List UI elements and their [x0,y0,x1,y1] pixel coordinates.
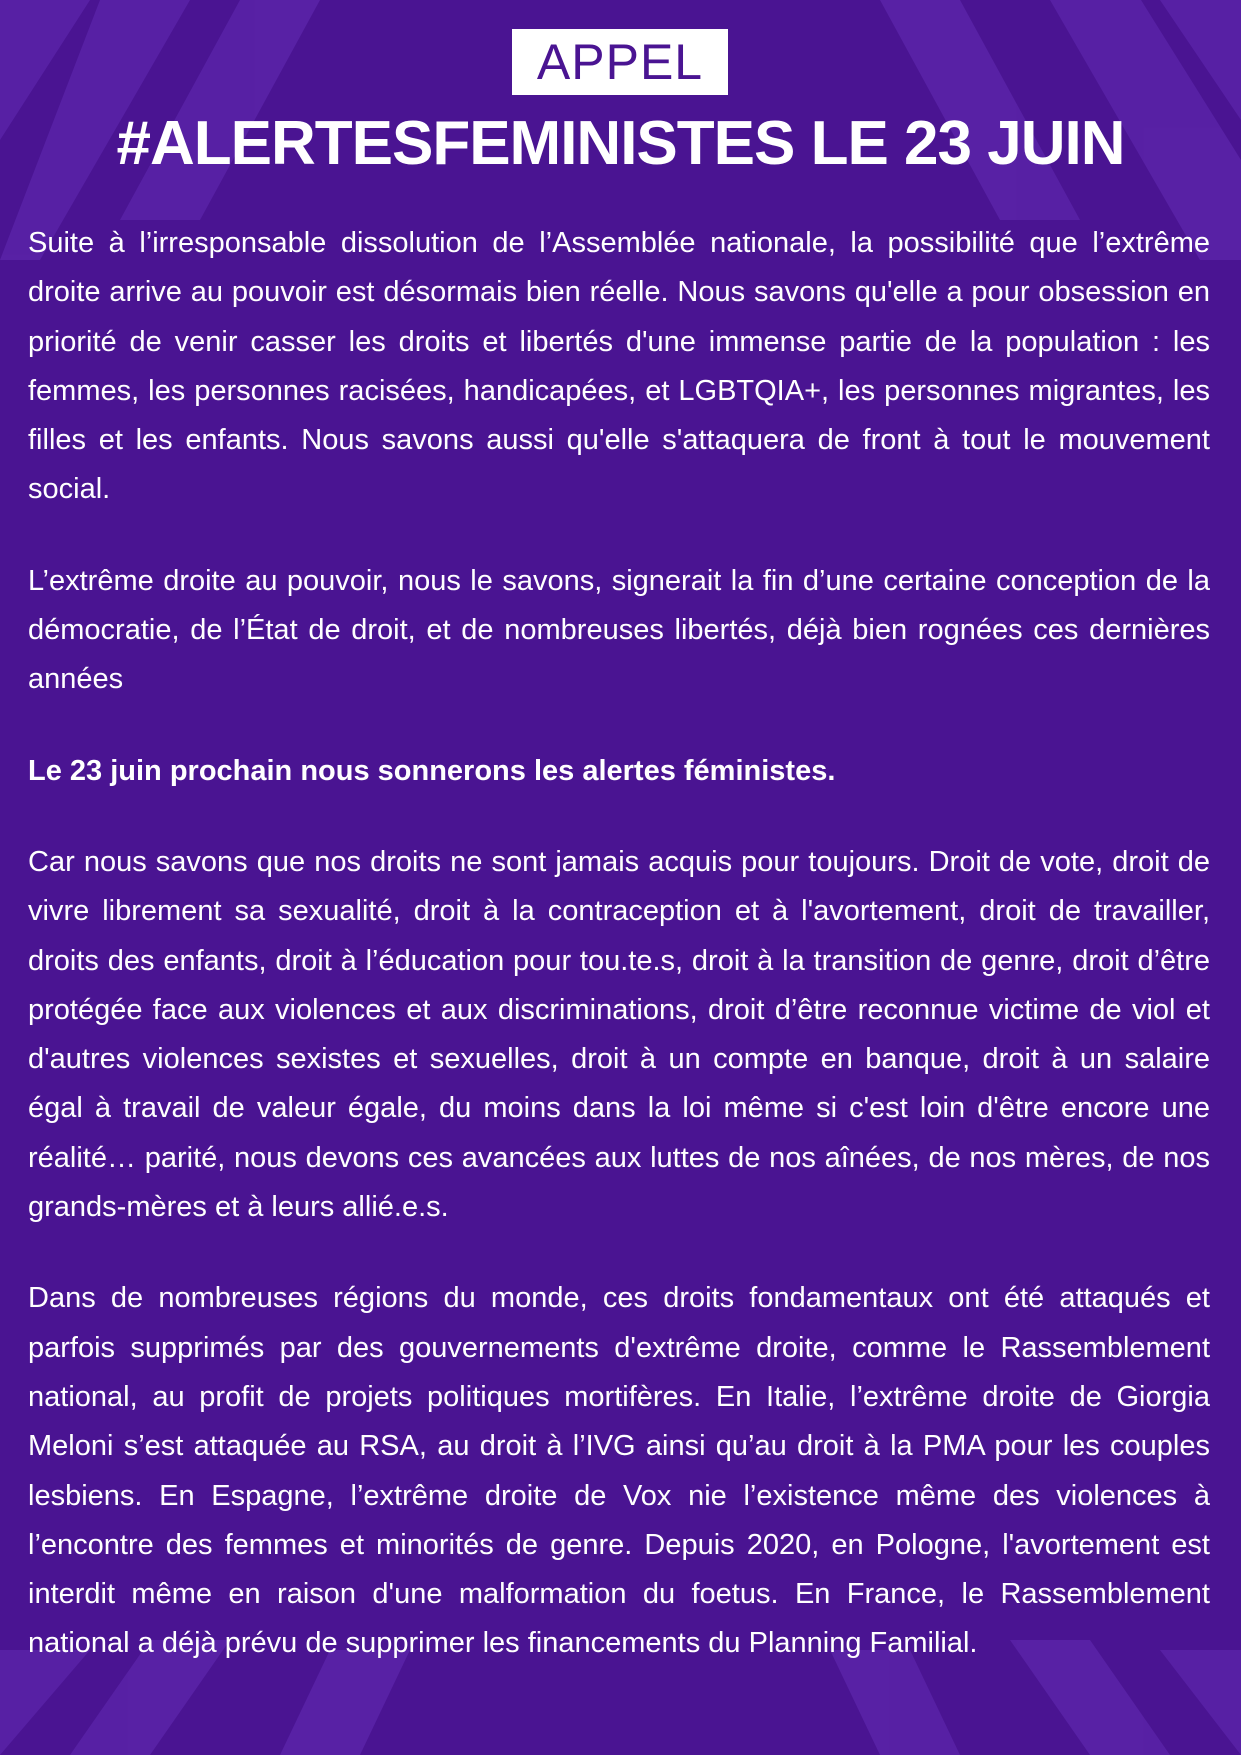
paragraph-5: Dans de nombreuses régions du monde, ces droits fondamentaux ont été attaqués et parfois supprimés par des gouvernements d'extrême droite, comme le Rassemblement national, au profit de projets politiques mortifères. En Italie, l’extrême droite de Giorgia Meloni s’est attaquée au RSA, au droit à l’IVG ainsi qu’au droit à la PMA pour les couples lesbiens. En Espagne, l’extrême droite de Vox nie l’existence même des violences à l’encontre des femmes et minorités de genre. Depuis 2020, en Pologne, l'avortement est interdit même en raison d'une malformation du foetus. En France, le Rassemblement national a déjà prévu de supprimer les financements du Planning Familial. [28,1282,1210,1660]
paragraph-4: Car nous savons que nos droits ne sont jamais acquis pour toujours. Droit de vote, droit de vivre librement sa sexualité, droit à la contraception et à l'avortement, droit de travailler, droits des enfants, droit à l’éducation pour tou.te.s, droit à la transition de genre, droit d’être protégée face aux violences et aux discriminations, droit d’être reconnue victime de viol et d'autres violences sexistes et sexuelles, droit à un compte en banque, droit à un salaire égal à travail de valeur égale, du moins dans la loi même si c'est loin d'être encore une réalité… parité, nous devons ces avancées aux luttes de nos aînées, de nos mères, de nos grands-mères et à leurs allié.e.s. [28,845,1210,1224]
page-title: #ALERTESFEMINISTES LE 23 JUIN [116,109,1125,178]
body-text [28,219,1210,1711]
appel-label-text: APPEL [536,34,704,90]
paragraph-3-highlight: Le 23 juin prochain nous sonnerons les alertes féministes. [28,754,836,787]
appel-label [512,29,728,95]
paragraph-1: Suite à l’irresponsable dissolution de l’Assemblée nationale, la possibilité que l’extrême droite arrive au pouvoir est désormais bien réelle. Nous savons qu'elle a pour obsession en priorité de venir casser les droits et libertés d'une immense partie de la population : les femmes, les personnes racisées, handicapées, et LGBTQIA+, les personnes migrantes, les filles et les enfants. Nous savons aussi qu'elle s'attaquera de front à tout le mouvement social. [28,227,1210,506]
paragraph-2: L’extrême droite au pouvoir, nous le savons, signerait la fin d’une certaine conception de la démocratie, de l’État de droit, et de nombreuses libertés, déjà bien rognées ces dernières années [28,564,1210,696]
